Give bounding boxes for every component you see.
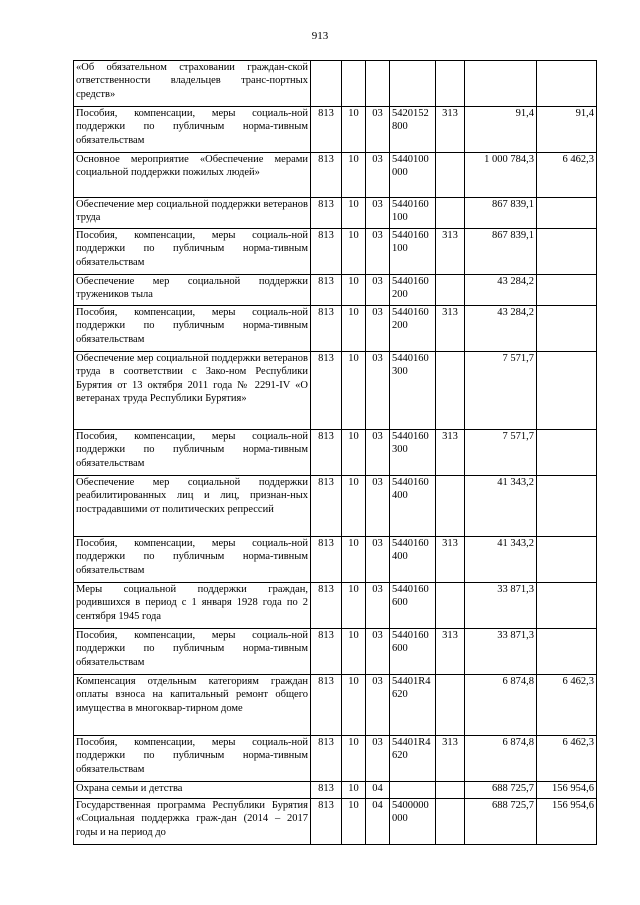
row-expense-type <box>436 476 465 537</box>
row-subsection: 03 <box>366 537 390 583</box>
row-target-code: 5440160300 <box>390 430 436 476</box>
table-row <box>74 629 597 675</box>
row-section: 10 <box>342 629 366 675</box>
row-admin-code <box>311 61 342 107</box>
row-section: 10 <box>342 799 366 845</box>
row-expense-type: 313 <box>436 537 465 583</box>
row-amount-federal <box>537 229 597 275</box>
row-expense-type: 313 <box>436 629 465 675</box>
row-amount-federal: 6 462,3 <box>537 675 597 736</box>
table-row <box>74 306 597 352</box>
row-amount: 41 343,2 <box>465 476 537 537</box>
row-name: Пособия, компенсации, меры социаль-ной поддержки по публичным норма-тивным обязательствам <box>74 736 311 782</box>
row-section: 10 <box>342 782 366 799</box>
row-name: Обеспечение мер социальной поддержки ветеранов труда в соответствии с Зако-ном Республики Бурятия от 13 октября 2011 года № 2291-IV «О ветеранах труда Республики Бурятия» <box>74 352 311 430</box>
row-expense-type <box>436 153 465 198</box>
row-name: Пособия, компенсации, меры социаль-ной поддержки по публичным норма-тивным обязательствам <box>74 430 311 476</box>
row-target-code: 5440160100 <box>390 198 436 229</box>
row-subsection: 03 <box>366 736 390 782</box>
row-section: 10 <box>342 229 366 275</box>
row-target-code: 5420152800 <box>390 107 436 153</box>
row-admin-code: 813 <box>311 306 342 352</box>
row-expense-type: 313 <box>436 107 465 153</box>
row-amount: 91,4 <box>465 107 537 153</box>
row-target-code: 5400000000 <box>390 799 436 845</box>
row-target-code: 5440160400 <box>390 537 436 583</box>
row-name: Основное мероприятие «Обеспечение мерами социальной поддержки пожилых людей» <box>74 153 311 198</box>
row-name: Пособия, компенсации, меры социаль-ной поддержки по публичным норма-тивным обязательствам <box>74 229 311 275</box>
row-section: 10 <box>342 198 366 229</box>
row-amount: 867 839,1 <box>465 198 537 229</box>
row-name: Государственная программа Республики Бурятия «Социальная поддержка граж-дан (2014 – 2017 годы и на период до <box>74 799 311 845</box>
row-target-code: 5440160300 <box>390 352 436 430</box>
row-target-code: 5440160600 <box>390 583 436 629</box>
row-subsection: 03 <box>366 629 390 675</box>
row-subsection: 03 <box>366 107 390 153</box>
row-expense-type: 313 <box>436 430 465 476</box>
row-admin-code: 813 <box>311 430 342 476</box>
row-amount-federal <box>537 476 597 537</box>
row-name: Охрана семьи и детства <box>74 782 311 799</box>
row-admin-code: 813 <box>311 583 342 629</box>
row-section: 10 <box>342 430 366 476</box>
row-amount-federal <box>537 61 597 107</box>
row-section: 10 <box>342 107 366 153</box>
row-target-code: 5440160100 <box>390 229 436 275</box>
row-amount-federal <box>537 430 597 476</box>
row-amount-federal: 156 954,6 <box>537 782 597 799</box>
row-expense-type <box>436 583 465 629</box>
row-subsection: 03 <box>366 306 390 352</box>
row-subsection: 04 <box>366 782 390 799</box>
row-amount-federal <box>537 352 597 430</box>
row-section: 10 <box>342 153 366 198</box>
table-row <box>74 675 597 736</box>
row-section: 10 <box>342 736 366 782</box>
row-target-code: 54401R4620 <box>390 675 436 736</box>
row-expense-type <box>436 61 465 107</box>
table-row <box>74 198 597 229</box>
row-target-code <box>390 61 436 107</box>
row-expense-type: 313 <box>436 306 465 352</box>
row-target-code: 5440160600 <box>390 629 436 675</box>
row-target-code: 5440100000 <box>390 153 436 198</box>
row-amount: 33 871,3 <box>465 583 537 629</box>
row-name: Компенсация отдельным категориям граждан оплаты взноса на капитальный ремонт общего имущества в многоквар-тирном доме <box>74 675 311 736</box>
row-subsection: 04 <box>366 799 390 845</box>
table-row <box>74 537 597 583</box>
table-row <box>74 736 597 782</box>
row-section <box>342 61 366 107</box>
table-row <box>74 799 597 845</box>
row-target-code: 5440160400 <box>390 476 436 537</box>
row-admin-code: 813 <box>311 476 342 537</box>
row-amount-federal: 91,4 <box>537 107 597 153</box>
row-expense-type: 313 <box>436 229 465 275</box>
row-admin-code: 813 <box>311 275 342 306</box>
row-amount-federal: 6 462,3 <box>537 153 597 198</box>
table-row <box>74 352 597 430</box>
row-target-code: 5440160200 <box>390 275 436 306</box>
row-amount <box>465 61 537 107</box>
row-name: Пособия, компенсации, меры социаль-ной поддержки по публичным норма-тивным обязательствам <box>74 629 311 675</box>
row-section: 10 <box>342 675 366 736</box>
row-admin-code: 813 <box>311 629 342 675</box>
row-amount-federal: 156 954,6 <box>537 799 597 845</box>
row-target-code <box>390 782 436 799</box>
row-admin-code: 813 <box>311 736 342 782</box>
table-row <box>74 430 597 476</box>
row-amount: 41 343,2 <box>465 537 537 583</box>
row-amount: 6 874,8 <box>465 675 537 736</box>
row-name: Меры социальной поддержки граждан, родившихся в период с 1 января 1928 года по 2 сентября 1945 года <box>74 583 311 629</box>
row-target-code: 54401R4620 <box>390 736 436 782</box>
page-number: 913 <box>311 30 329 42</box>
row-expense-type: 313 <box>436 736 465 782</box>
row-admin-code: 813 <box>311 153 342 198</box>
row-amount-federal <box>537 306 597 352</box>
row-amount: 1 000 784,3 <box>465 153 537 198</box>
row-subsection: 03 <box>366 476 390 537</box>
row-name: Пособия, компенсации, меры социаль-ной поддержки по публичным норма-тивным обязательствам <box>74 306 311 352</box>
row-amount: 7 571,7 <box>465 430 537 476</box>
row-amount-federal <box>537 629 597 675</box>
row-name: Пособия, компенсации, меры социаль-ной поддержки по публичным норма-тивным обязательствам <box>74 537 311 583</box>
table-row <box>74 583 597 629</box>
row-subsection: 03 <box>366 198 390 229</box>
row-name: Обеспечение мер социальной поддержки тружеников тыла <box>74 275 311 306</box>
table-row <box>74 229 597 275</box>
row-expense-type <box>436 799 465 845</box>
row-expense-type <box>436 675 465 736</box>
row-subsection: 03 <box>366 583 390 629</box>
row-expense-type <box>436 782 465 799</box>
table-row <box>74 476 597 537</box>
row-subsection: 03 <box>366 153 390 198</box>
row-amount: 688 725,7 <box>465 782 537 799</box>
table-row <box>74 153 597 198</box>
row-target-code: 5440160200 <box>390 306 436 352</box>
row-name: Обеспечение мер социальной поддержки ветеранов труда <box>74 198 311 229</box>
row-amount: 867 839,1 <box>465 229 537 275</box>
row-admin-code: 813 <box>311 229 342 275</box>
row-section: 10 <box>342 583 366 629</box>
row-section: 10 <box>342 537 366 583</box>
row-expense-type <box>436 352 465 430</box>
row-amount: 6 874,8 <box>465 736 537 782</box>
row-expense-type <box>436 198 465 229</box>
row-amount: 43 284,2 <box>465 306 537 352</box>
row-section: 10 <box>342 275 366 306</box>
row-subsection: 03 <box>366 352 390 430</box>
row-subsection: 03 <box>366 675 390 736</box>
row-amount: 7 571,7 <box>465 352 537 430</box>
row-amount: 43 284,2 <box>465 275 537 306</box>
row-amount-federal: 6 462,3 <box>537 736 597 782</box>
row-admin-code: 813 <box>311 675 342 736</box>
row-subsection <box>366 61 390 107</box>
row-admin-code: 813 <box>311 352 342 430</box>
row-amount-federal <box>537 275 597 306</box>
row-amount: 33 871,3 <box>465 629 537 675</box>
row-expense-type <box>436 275 465 306</box>
table-row <box>74 107 597 153</box>
table-row <box>74 782 597 799</box>
row-name: «Об обязательном страховании граждан-ской ответственности владельцев транс-портных средств» <box>74 61 311 107</box>
table-row <box>74 275 597 306</box>
row-subsection: 03 <box>366 430 390 476</box>
row-amount-federal <box>537 583 597 629</box>
row-section: 10 <box>342 352 366 430</box>
budget-table <box>73 60 597 845</box>
row-name: Обеспечение мер социальной поддержки реабилитированных лиц и лиц, признан-ных пострадавшими от политических репрессий <box>74 476 311 537</box>
row-admin-code: 813 <box>311 198 342 229</box>
row-amount-federal <box>537 537 597 583</box>
row-section: 10 <box>342 476 366 537</box>
row-section: 10 <box>342 306 366 352</box>
row-admin-code: 813 <box>311 799 342 845</box>
row-subsection: 03 <box>366 275 390 306</box>
table-row <box>74 61 597 107</box>
row-amount: 688 725,7 <box>465 799 537 845</box>
row-admin-code: 813 <box>311 782 342 799</box>
row-admin-code: 813 <box>311 107 342 153</box>
row-amount-federal <box>537 198 597 229</box>
row-subsection: 03 <box>366 229 390 275</box>
row-name: Пособия, компенсации, меры социаль-ной поддержки по публичным норма-тивным обязательствам <box>74 107 311 153</box>
row-admin-code: 813 <box>311 537 342 583</box>
